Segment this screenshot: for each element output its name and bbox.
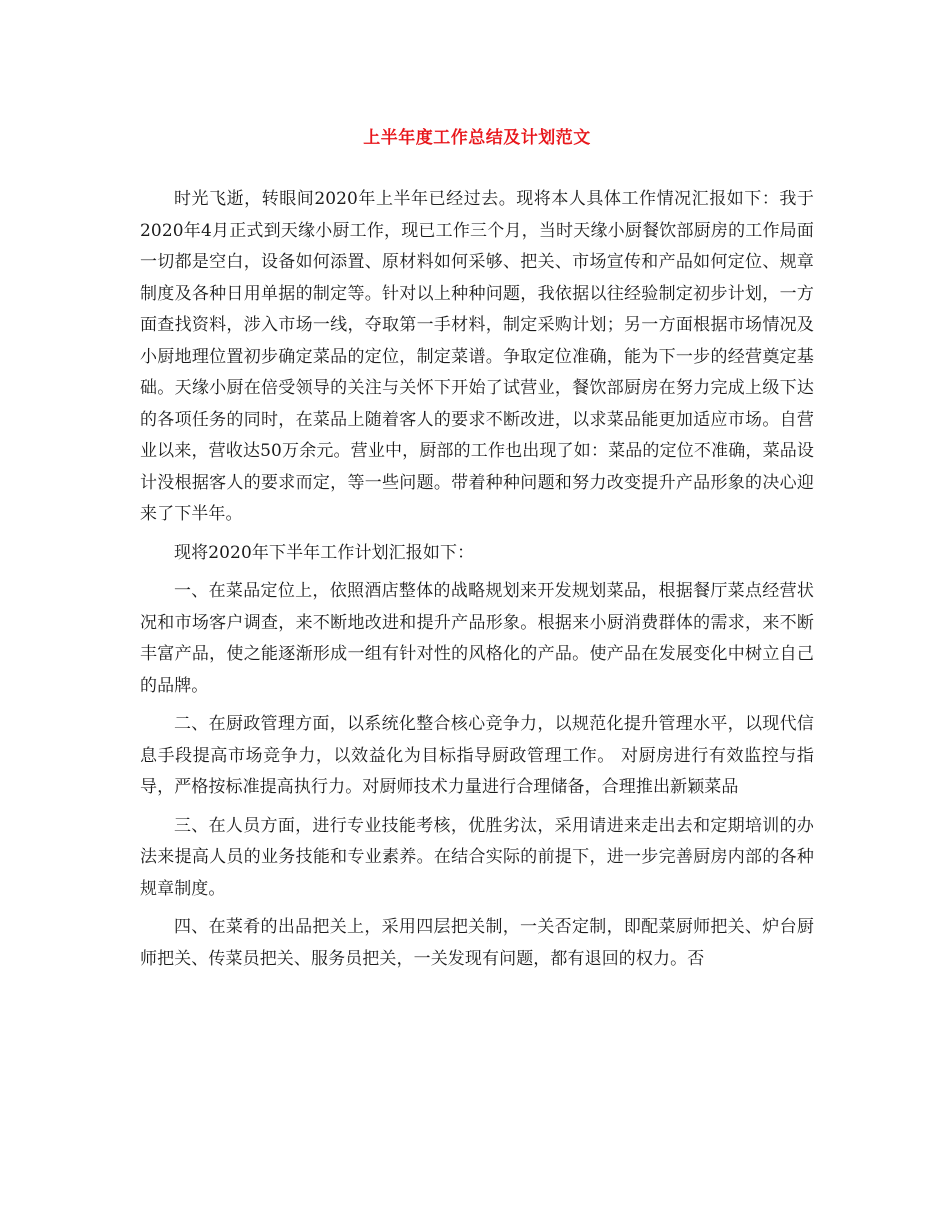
paragraph-plan-heading: 现将2020年下半年工作计划汇报如下： bbox=[174, 542, 475, 563]
document-title: 上半年度工作总结及计划范文 bbox=[363, 128, 591, 148]
paragraph-plan-item-2: 二、在厨政管理方面，以系统化整合核心竞争力，以规范化提升管理水平，以现代信息手段提高市场竞争力，以效益化为目标指导厨政管理工作。 对厨房进行有效监控与指导，严格按标准提高执行力。对厨师技术力量进行合理储备，合理推出新颖菜品 bbox=[140, 714, 814, 797]
paragraph-plan-item-4: 四、在菜肴的出品把关上，采用四层把关制，一关否定制，即配菜厨师把关、炉台厨师把关、传菜员把关、服务员把关，一关发现有问题，都有退回的权力。否 bbox=[140, 917, 814, 969]
paragraph-plan-item-1: 一、在菜品定位上，依照酒店整体的战略规划来开发规划菜品，根据餐厅菜点经营状况和市场客户调查，来不断地改进和提升产品形象。根据来小厨消费群体的需求，来不断丰富产品，使之能逐渐形成一组有针对性的风格化的产品。使产品在发展变化中树立自己的品牌。 bbox=[140, 581, 814, 696]
paragraph-intro: 时光飞逝，转眼间2020年上半年已经过去。现将本人具体工作情况汇报如下：我于2020年4月正式到天缘小厨工作，现已工作三个月，当时天缘小厨餐饮部厨房的工作局面一切都是空白，设备如何添置、原材料如何采够、把关、市场宣传和产品如何定位、规章制度及各种日用单据的制定等。针对以上种种问题，我依据以往经验制定初步计划，一方面查找资料，涉入市场一线，夺取第一手材料，制定采购计划；另一方面根据市场情况及小厨地理位置初步确定菜品的定位，制定菜谱。争取定位准确，能为下一步的经营奠定基础。天缘小厨在倍受领导的关注与关怀下开始了试营业，餐饮部厨房在努力完成上级下达的各项任务的同时，在菜品上随着客人的要求不断改进，以求菜品能更加适应市场。自营业以来，营收达50万余元。营业中，厨部的工作也出现了如：菜品的定位不准确，菜品设计没根据客人的要求而定，等一些问题。带着种种问题和努力改变提升产品形象的决心迎来了下半年。 bbox=[140, 189, 814, 524]
paragraph-plan-item-3: 三、在人员方面，进行专业技能考核，优胜劣汰，采用请进来走出去和定期培训的办法来提高人员的业务技能和专业素养。在结合实际的前提下，进一步完善厨房内部的各种规章制度。 bbox=[140, 815, 814, 899]
document-body bbox=[140, 184, 814, 975]
